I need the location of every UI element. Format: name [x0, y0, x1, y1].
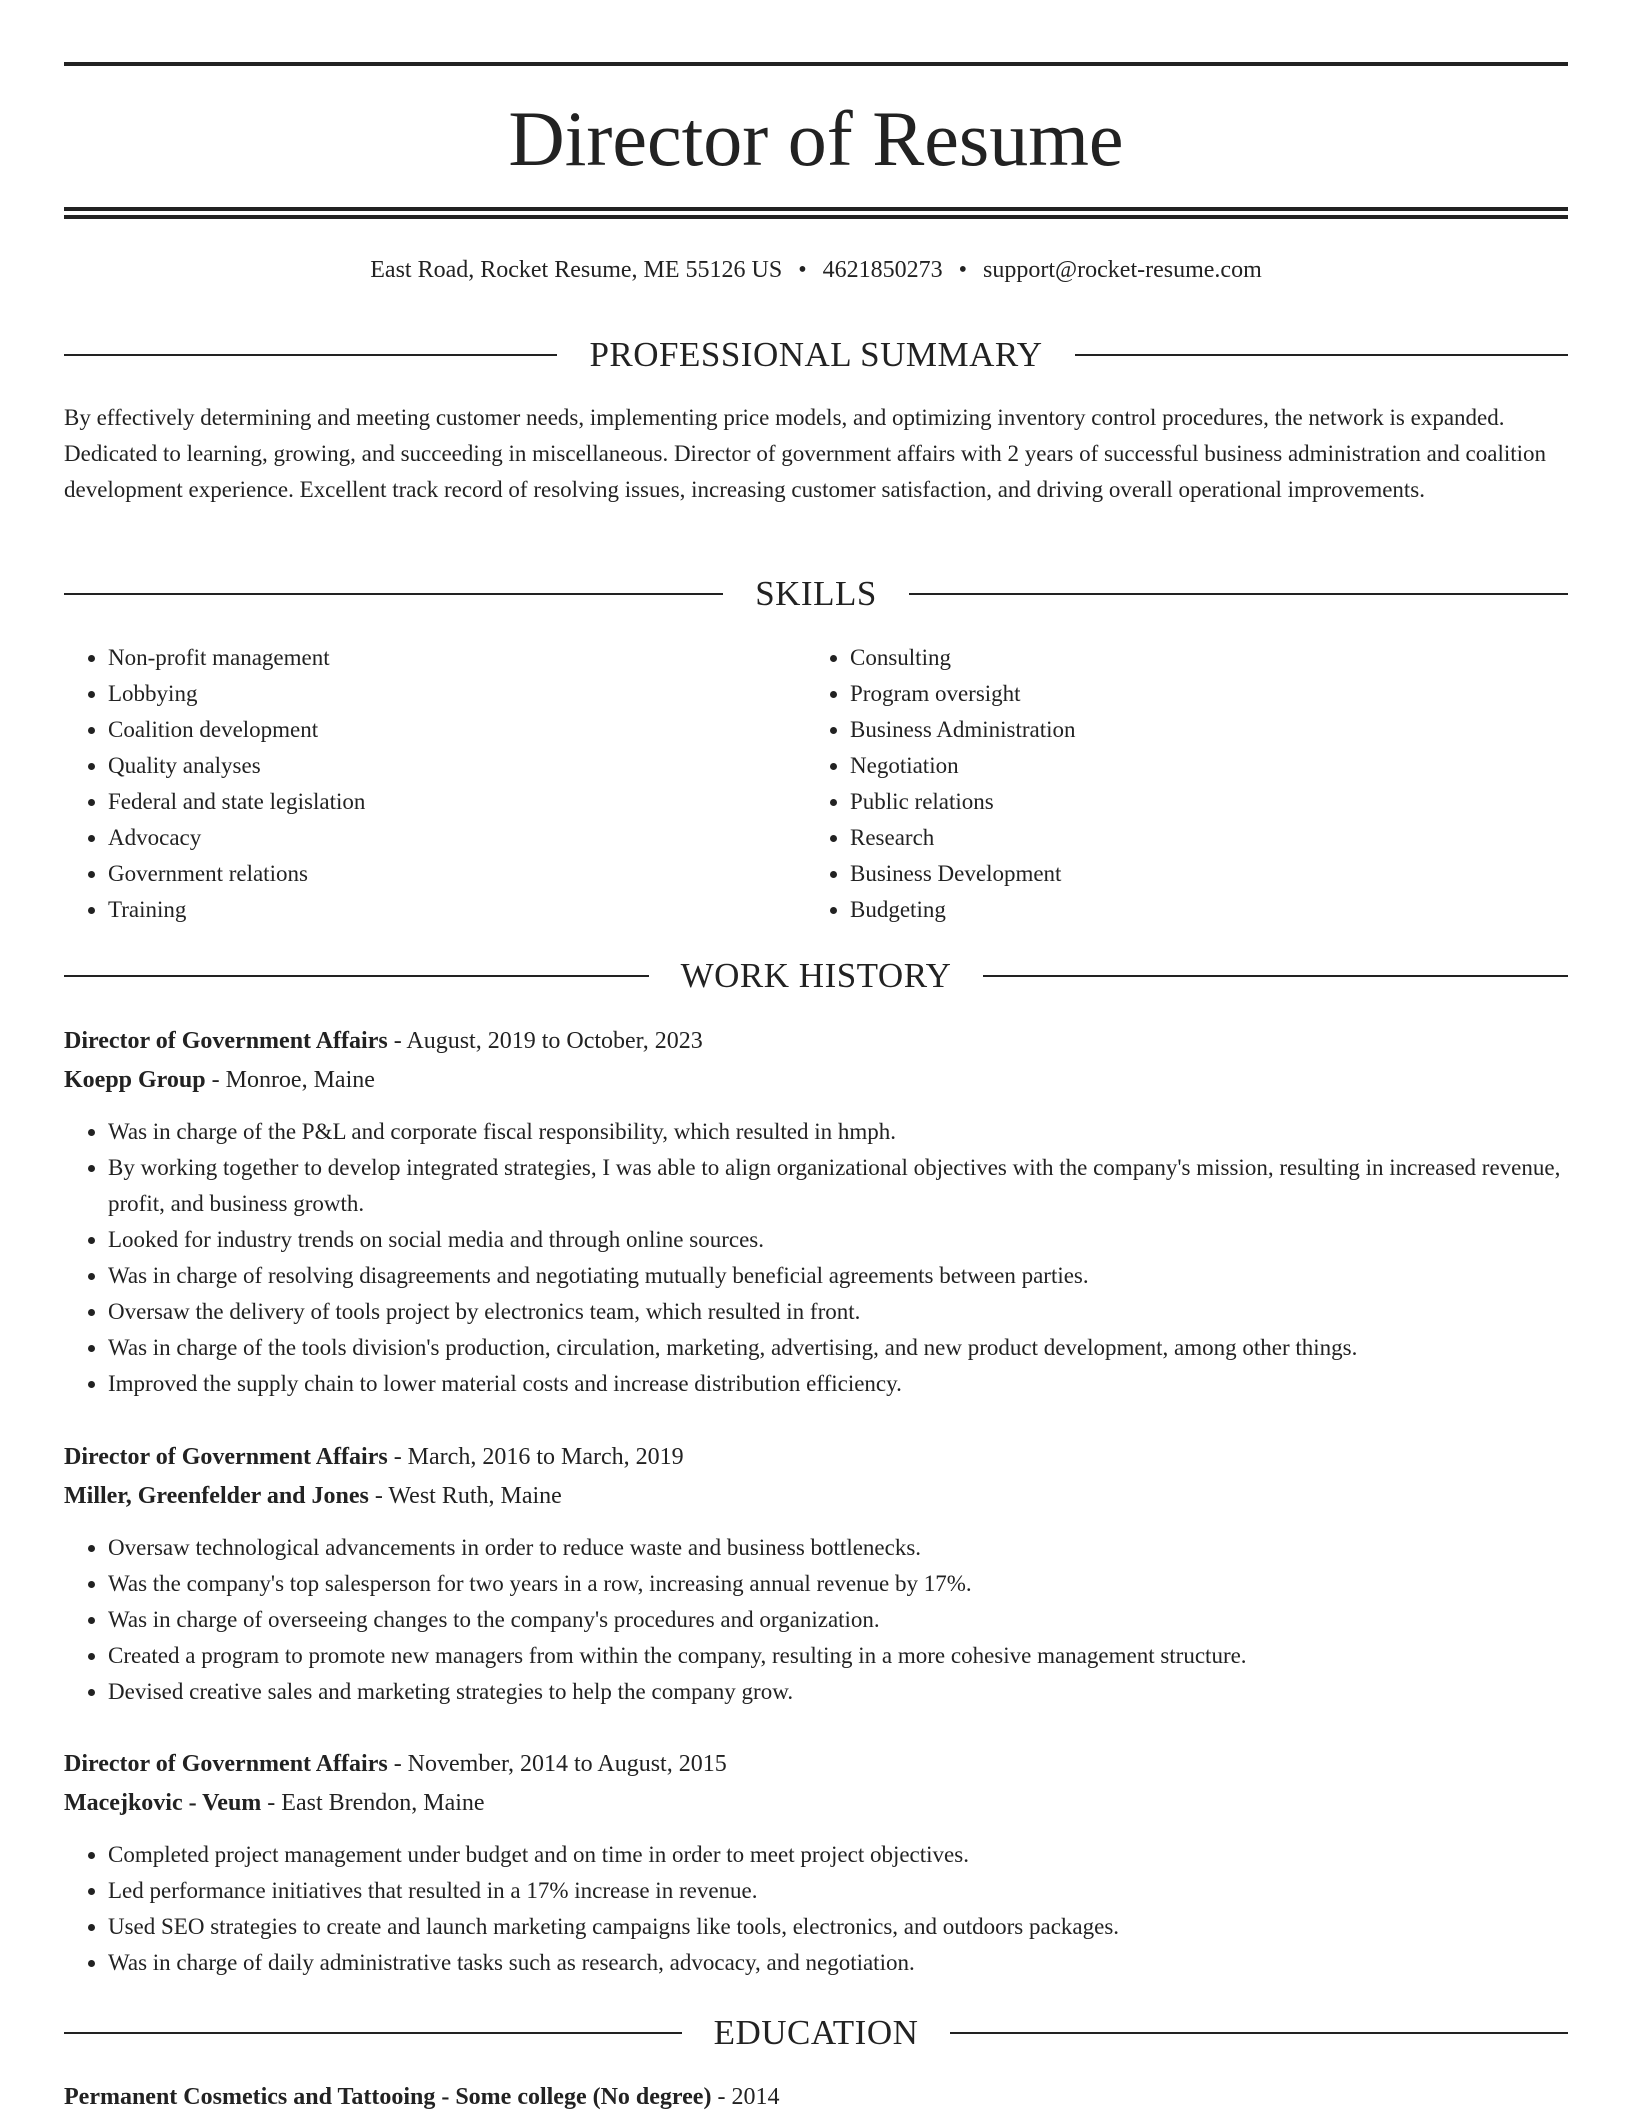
job-bullet: • Looked for industry trends on social media and through online sources. [108, 1222, 1568, 1258]
section-title: SKILLS [755, 574, 877, 613]
job-company: Miller, Greenfelder and Jones [64, 1483, 369, 1509]
job-bullet: • Improved the supply chain to lower material costs and increase distribution efficiency. [108, 1366, 1568, 1402]
job-title: Director of Government Affairs [64, 1751, 388, 1777]
job-company-line [64, 1477, 1568, 1516]
skills-column-left [64, 640, 806, 928]
job-title: Director of Government Affairs [64, 1028, 388, 1054]
section-title: EDUCATION [713, 2013, 919, 2052]
skill-item: • Business Administration [850, 712, 1548, 748]
job-bullet: • Oversaw the delivery of tools project by electronics team, which resulted in front. [108, 1294, 1568, 1330]
job-entry [64, 1438, 1568, 1710]
header-double-rule-lower [64, 215, 1568, 219]
skill-item: • Research [850, 820, 1548, 856]
job-location: - East Brendon, Maine [261, 1790, 485, 1816]
job-company-line [64, 1784, 1568, 1823]
job-dates: - August, 2019 to October, 2023 [387, 1028, 703, 1054]
skill-item: • Lobbying [108, 676, 806, 712]
contact-separator: • [798, 257, 807, 283]
job-dates: - November, 2014 to August, 2015 [387, 1751, 727, 1777]
job-location: - West Ruth, Maine [368, 1483, 562, 1509]
skill-item: • Non-profit management [108, 640, 806, 676]
skill-item: • Federal and state legislation [108, 784, 806, 820]
job-bullet: • Led performance initiatives that resulted in a 17% increase in revenue. [108, 1873, 1568, 1909]
skill-item: • Business Development [850, 856, 1548, 892]
section-heading-education [64, 2011, 1568, 2055]
skill-item: • Quality analyses [108, 748, 806, 784]
job-bullet: • Was in charge of overseeing changes to the company's procedures and organization. [108, 1602, 1568, 1638]
job-company: Macejkovic - Veum [64, 1790, 262, 1816]
section-heading-summary [64, 333, 1568, 377]
job-bullet: • Completed project management under budget and on time in order to meet project objectives. [108, 1837, 1568, 1873]
section-rule-right [950, 2032, 1568, 2034]
job-title-line [64, 1745, 1568, 1784]
skill-item: • Budgeting [850, 892, 1548, 928]
skill-item: • Program oversight [850, 676, 1548, 712]
education-entry [64, 2079, 1568, 2115]
job-entry [64, 1745, 1568, 1981]
job-bullet: • Used SEO strategies to create and launch marketing campaigns like tools, electronics, and outdoors packages. [108, 1909, 1568, 1945]
job-bullet: • Oversaw technological advancements in order to reduce waste and business bottlenecks. [108, 1530, 1568, 1566]
job-bullet: • Was in charge of resolving disagreements and negotiating mutually beneficial agreements between parties. [108, 1258, 1568, 1294]
header-double-rule-upper [64, 207, 1568, 211]
job-bullets [64, 1530, 1568, 1710]
skills-list [64, 640, 1568, 928]
section-heading-skills [64, 572, 1568, 616]
job-company: Koepp Group [64, 1067, 206, 1093]
section-rule-right [983, 975, 1568, 977]
skill-item: • Training [108, 892, 806, 928]
skill-item: • Consulting [850, 640, 1548, 676]
section-rule-left [64, 354, 557, 356]
candidate-name: Director of Resume [508, 95, 1124, 182]
job-bullet: • Was the company's top salesperson for two years in a row, increasing annual revenue by 17%. [108, 1566, 1568, 1602]
section-rule-left [64, 975, 649, 977]
contact-separator: • [958, 257, 968, 283]
job-location: - Monroe, Maine [205, 1067, 375, 1093]
section-title: WORK HISTORY [680, 956, 952, 995]
job-title: Director of Government Affairs [64, 1444, 388, 1470]
education-year: - 2014 [711, 2084, 780, 2110]
skill-item: • Public relations [850, 784, 1548, 820]
section-rule-left [64, 2032, 682, 2034]
skill-item: • Coalition development [108, 712, 806, 748]
job-title-line [64, 1438, 1568, 1477]
contact-phone: 4621850273 [822, 257, 943, 283]
summary-text: By effectively determining and meeting customer needs, implementing price models, and optimizing inventory control procedures, the network is expanded. Dedicated to learning, growing, and succeeding in miscellaneous. Director of government affairs with 2 years of successful business administration and coalition development experience. Excellent track record of resolving issues, increasing customer satisfaction, and driving overall operational improvements. [64, 405, 1547, 502]
job-entry [64, 1022, 1568, 1402]
job-bullet: • Was in charge of the tools division's production, circulation, marketing, advertising, and new product development, among other things. [108, 1330, 1568, 1366]
header-top-rule [64, 62, 1568, 66]
skill-item: • Government relations [108, 856, 806, 892]
section-heading-work-history [64, 954, 1568, 998]
contact-line [64, 255, 1568, 285]
skills-column-right [806, 640, 1548, 928]
job-bullets [64, 1837, 1568, 1981]
skill-item: • Advocacy [108, 820, 806, 856]
education-school: Permanent Cosmetics and Tattooing - Some college (No degree) [64, 2084, 712, 2110]
job-bullet: • Created a program to promote new managers from within the company, resulting in a more cohesive management structure. [108, 1638, 1568, 1674]
job-bullet: • Devised creative sales and marketing strategies to help the company grow. [108, 1674, 1568, 1710]
section-rule-right [1075, 354, 1568, 356]
job-title-line [64, 1022, 1568, 1061]
skill-item: • Negotiation [850, 748, 1548, 784]
job-bullets [64, 1114, 1568, 1402]
contact-address: East Road, Rocket Resume, ME 55126 US [370, 257, 783, 283]
job-dates: - March, 2016 to March, 2019 [387, 1444, 684, 1470]
job-company-line [64, 1061, 1568, 1100]
job-bullet: • By working together to develop integrated strategies, I was able to align organizational objectives with the company's mission, resulting in increased revenue, profit, and business growth. [108, 1150, 1568, 1222]
section-title: PROFESSIONAL SUMMARY [589, 335, 1043, 374]
job-bullet: • Was in charge of daily administrative tasks such as research, advocacy, and negotiation. [108, 1945, 1568, 1981]
section-rule-right [909, 593, 1568, 595]
contact-email: support@rocket-resume.com [983, 257, 1262, 283]
section-rule-left [64, 593, 723, 595]
job-bullet: • Was in charge of the P&L and corporate fiscal responsibility, which resulted in hmph. [108, 1114, 1568, 1150]
